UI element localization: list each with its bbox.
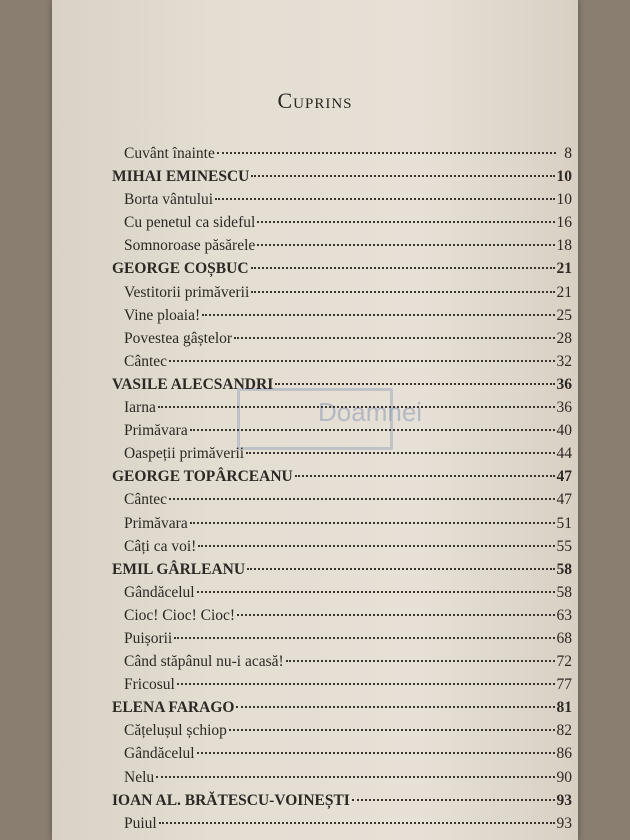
page-number: 18 xyxy=(556,237,572,255)
title-label: Cățelușul șchiop xyxy=(124,722,227,740)
toc-item-row xyxy=(112,676,572,699)
toc-item-row xyxy=(112,284,572,307)
page-number: 8 xyxy=(564,145,572,162)
dot-leader xyxy=(236,706,554,708)
toc-item-row xyxy=(112,769,572,792)
title-label: Puiul xyxy=(124,814,157,832)
title-label: Cântec xyxy=(124,491,168,509)
page-number: 58 xyxy=(556,583,572,601)
toc-section-row xyxy=(112,561,572,584)
author-name: GEORGE COȘBUC xyxy=(112,260,249,278)
dot-leader xyxy=(295,475,555,477)
dot-leader xyxy=(169,498,554,500)
toc-item-row xyxy=(112,538,572,561)
title-label: Iarna xyxy=(124,399,156,417)
dot-leader xyxy=(251,267,555,269)
title-label: Povestea gâștelor xyxy=(124,329,233,347)
title-label: Câți ca voi! xyxy=(124,537,197,555)
page-number: 21 xyxy=(556,283,572,301)
dot-leader xyxy=(197,591,555,593)
author-name: VASILE ALECSANDRI xyxy=(112,375,274,393)
dot-leader xyxy=(286,660,555,662)
dot-leader xyxy=(251,291,554,293)
toc-item-row xyxy=(112,584,572,607)
watermark-text: Doamnei xyxy=(318,397,423,427)
toc-item-row xyxy=(112,445,572,468)
title-label: Vestitorii primăverii xyxy=(124,283,250,301)
page-title: Cuprins xyxy=(277,88,353,113)
dot-leader xyxy=(247,568,554,570)
toc-section-row xyxy=(112,792,572,815)
dot-leader xyxy=(169,360,554,362)
page-number: 58 xyxy=(556,560,572,578)
title-label: Primăvara xyxy=(124,514,188,532)
page-number: 63 xyxy=(556,606,572,624)
table-of-contents xyxy=(112,145,572,838)
page-number: 36 xyxy=(556,399,572,417)
toc-section-row xyxy=(112,168,572,191)
toc-item-row xyxy=(112,399,572,422)
dot-leader xyxy=(251,175,554,177)
dot-leader xyxy=(190,429,555,431)
toc-item-row xyxy=(112,191,572,214)
toc-item-row xyxy=(112,214,572,237)
page-number: 72 xyxy=(556,653,572,671)
author-name: IOAN AL. BRĂTESCU-VOINEȘTI xyxy=(112,791,350,809)
title-label: Oaspeții primăverii xyxy=(124,445,245,463)
author-name: EMIL GÂRLEANU xyxy=(112,560,246,578)
dot-leader xyxy=(156,776,554,778)
title-label: Primăvara xyxy=(124,422,188,440)
page-number: 36 xyxy=(556,375,572,393)
toc-section-row xyxy=(112,260,572,283)
toc-item-row xyxy=(112,515,572,538)
page-number: 81 xyxy=(556,699,572,717)
title-label: Gândăcelul xyxy=(124,583,195,601)
title-label: Nelu xyxy=(124,768,155,786)
title-label: Somnoroase păsărele xyxy=(124,237,256,255)
toc-item-row xyxy=(112,653,572,676)
toc-item-row xyxy=(112,491,572,514)
title-label: Gândăcelul xyxy=(124,745,195,763)
page-number: 32 xyxy=(556,352,572,370)
dot-leader xyxy=(197,752,555,754)
page-number: 10 xyxy=(556,191,572,209)
title-label: Vine ploaia! xyxy=(124,306,201,324)
dot-leader xyxy=(158,406,555,408)
page-number: 55 xyxy=(556,537,572,555)
page-number: 86 xyxy=(556,745,572,763)
dot-leader xyxy=(217,152,556,154)
page-number: 93 xyxy=(556,814,572,832)
page-number: 93 xyxy=(556,791,572,809)
toc-item-row xyxy=(112,330,572,353)
book-page xyxy=(52,0,578,840)
toc-item-row xyxy=(112,745,572,768)
dot-leader xyxy=(257,221,554,223)
dot-leader xyxy=(215,198,554,200)
title-label: Când stăpânul nu-i acasă! xyxy=(124,653,284,671)
title-label: Cuvânt înainte xyxy=(124,145,215,162)
dot-leader xyxy=(190,522,555,524)
page-number: 40 xyxy=(556,422,572,440)
page-number: 90 xyxy=(556,768,572,786)
dot-leader xyxy=(202,314,554,316)
title-label: Fricosul xyxy=(124,676,175,694)
dot-leader xyxy=(246,452,554,454)
author-name: GEORGE TOPÂRCEANU xyxy=(112,468,293,486)
page-number: 28 xyxy=(556,329,572,347)
dot-leader xyxy=(174,637,554,639)
page-number: 77 xyxy=(556,676,572,694)
toc-item-row xyxy=(112,607,572,630)
page-number: 47 xyxy=(556,468,572,486)
toc-item-row xyxy=(112,815,572,838)
dot-leader xyxy=(198,545,554,547)
toc-section-row xyxy=(112,468,572,491)
page-number: 25 xyxy=(556,306,572,324)
toc-item-row xyxy=(112,237,572,260)
dot-leader xyxy=(177,683,555,685)
author-name: ELENA FARAGO xyxy=(112,699,235,717)
dot-leader xyxy=(352,799,555,801)
toc-item-row xyxy=(112,353,572,376)
dot-leader xyxy=(234,337,554,339)
page-number: 21 xyxy=(556,260,572,278)
toc-section-row xyxy=(112,699,572,722)
page-number: 82 xyxy=(556,722,572,740)
author-name: MIHAI EMINESCU xyxy=(112,168,250,186)
toc-item-row xyxy=(112,422,572,445)
page-number: 51 xyxy=(556,514,572,532)
page-number: 68 xyxy=(556,629,572,647)
page-number: 16 xyxy=(556,214,572,232)
page-number: 10 xyxy=(556,168,572,186)
toc-item-row xyxy=(112,722,572,745)
title-label: Puișorii xyxy=(124,629,173,647)
dot-leader xyxy=(257,244,554,246)
page-number: 44 xyxy=(556,445,572,463)
dot-leader xyxy=(229,729,555,731)
dot-leader xyxy=(159,822,555,824)
title-label: Cu penetul ca sideful xyxy=(124,214,256,232)
dot-leader xyxy=(275,383,554,385)
title-label: Cioc! Cioc! Cioc! xyxy=(124,606,236,624)
title-label: Borta vântului xyxy=(124,191,214,209)
toc-item-row xyxy=(112,145,572,168)
title-label: Cântec xyxy=(124,352,168,370)
page-number: 47 xyxy=(556,491,572,509)
toc-item-row xyxy=(112,307,572,330)
toc-section-row xyxy=(112,376,572,399)
toc-item-row xyxy=(112,630,572,653)
dot-leader xyxy=(237,614,554,616)
